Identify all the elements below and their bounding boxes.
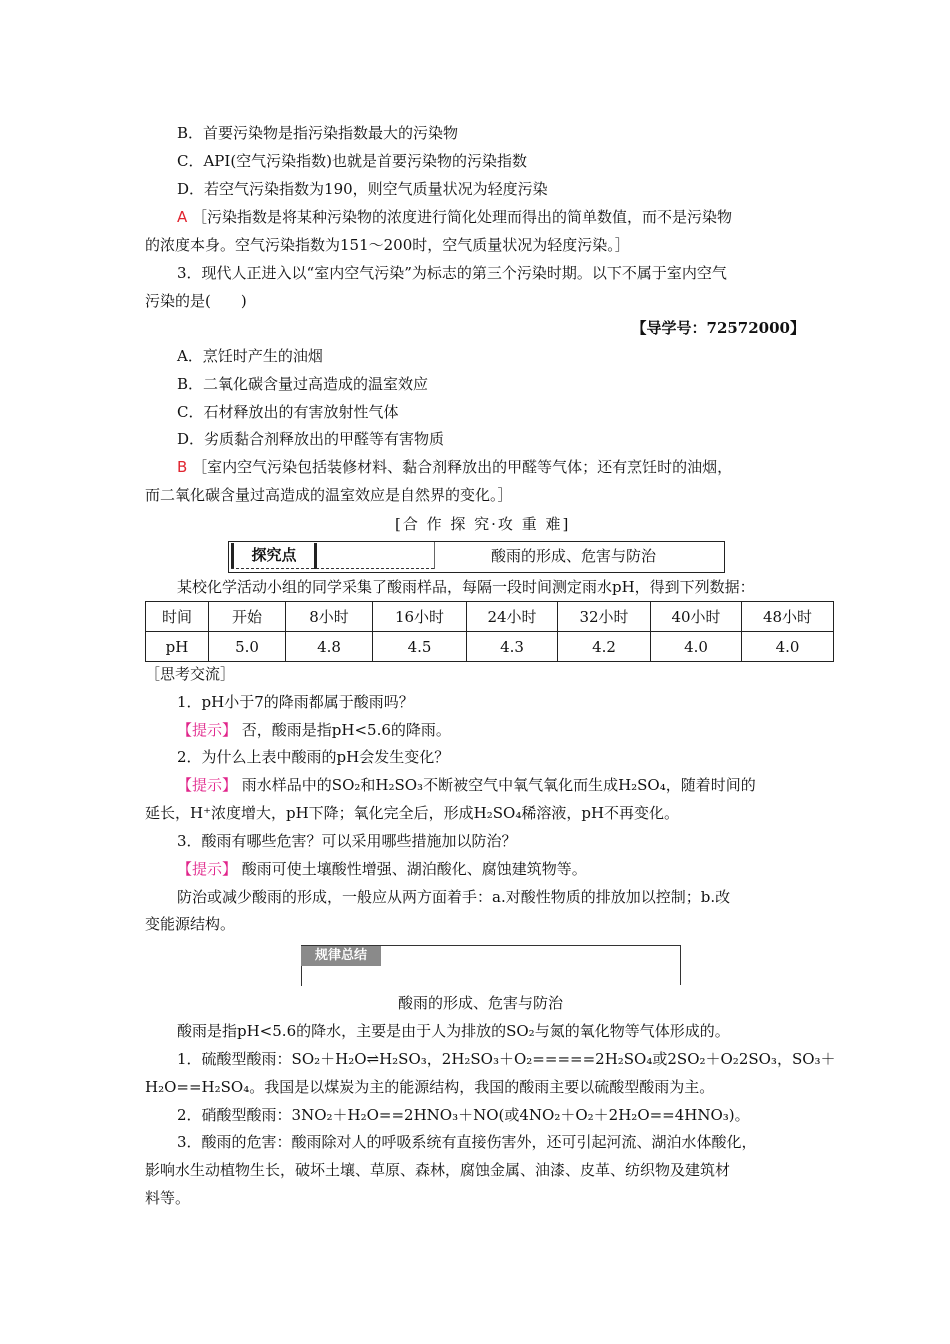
divider xyxy=(301,966,302,986)
q2-option-c: C．API(空气污染指数)也就是首要污染物的污染指数 xyxy=(177,152,528,170)
divider xyxy=(231,568,434,569)
explore-topic: 酸雨的形成、危害与防治 xyxy=(491,547,657,565)
q2-option-d: D．若空气污染指数为190，则空气质量状况为轻度污染 xyxy=(177,180,548,198)
prevent-line1: 防治或减少酸雨的形成，一般应从两方面着手：a.对酸性物质的排放加以控制；b.改 xyxy=(177,888,731,906)
hint-1 xyxy=(177,720,451,740)
answer-letter: B xyxy=(177,458,188,476)
rule-point-3-line3: 料等。 xyxy=(145,1189,191,1207)
hint-text: 酸雨可使土壤酸性增强、湖泊酸化、腐蚀建筑物等。 xyxy=(241,860,587,878)
think-label: ［思考交流］ xyxy=(145,665,236,683)
table-cell: 开始 xyxy=(209,602,286,632)
q2-answer-line2: 的浓度本身。空气污染指数为151～200时，空气质量状况为轻度污染。］ xyxy=(145,236,630,254)
rule-point-2: 2．硝酸型酸雨：3NO₂＋H₂O==2HNO₃＋NO(或4NO₂＋O₂＋2H₂O==4HNO₃)。 xyxy=(177,1106,750,1124)
table-cell: 48小时 xyxy=(742,602,834,632)
hint-label: 【提示】 xyxy=(177,860,238,878)
ph-table xyxy=(145,601,834,662)
guide-number: 【导学号：72572000】 xyxy=(631,319,805,337)
q2-option-b: B．首要污染物是指污染指数最大的污染物 xyxy=(177,124,459,142)
q3-option-d: D．劣质黏合剂释放出的甲醛等有害物质 xyxy=(177,430,445,448)
q2-answer-line1 xyxy=(177,207,732,227)
table-row xyxy=(146,602,834,632)
rule-point-3-line1: 3．酸雨的危害：酸雨除对人的呼吸系统有直接伤害外，还可引起河流、湖泊水体酸化， xyxy=(177,1133,757,1151)
rule-point-1-line1: 1．硫酸型酸雨：SO₂＋H₂O⇌H₂SO₃，2H₂SO₃＋O₂=====2H₂SO₄或2SO₂＋O₂2SO₃，SO₃＋ xyxy=(177,1050,836,1068)
q3-option-a: A．烹饪时产生的油烟 xyxy=(177,347,323,365)
divider xyxy=(434,542,435,569)
rule-point-3-line2: 影响水生动植物生长，破坏土壤、草原、森林，腐蚀金属、油漆、皮革、纺织物及建筑材 xyxy=(145,1161,731,1179)
table-cell: 4.5 xyxy=(373,632,467,662)
rule-tag: 规律总结 xyxy=(301,946,381,966)
question-2: 2．为什么上表中酸雨的pH会发生变化？ xyxy=(177,748,450,766)
table-cell: 16小时 xyxy=(373,602,467,632)
table-cell: 时间 xyxy=(146,602,209,632)
table-cell: 4.2 xyxy=(558,632,651,662)
question-3: 3．酸雨有哪些危害？可以采用哪些措施加以防治？ xyxy=(177,832,517,850)
table-row xyxy=(146,632,834,662)
table-cell: 4.3 xyxy=(467,632,558,662)
answer-letter: A xyxy=(177,208,188,226)
answer-text: ［污染指数是将某种污染物的浓度进行简化处理而得出的简单数值，而不是污染物 xyxy=(192,208,733,226)
prevent-line2: 变能源结构。 xyxy=(145,915,236,933)
q3-answer-line2: 而二氧化碳含量过高造成的温室效应是自然界的变化。］ xyxy=(145,486,513,504)
q3-option-b: B．二氧化碳含量过高造成的温室效应 xyxy=(177,375,429,393)
hint-text: 否，酸雨是指pH<5.6的降雨。 xyxy=(241,721,451,739)
rule-summary-header xyxy=(301,945,681,985)
table-cell: 4.8 xyxy=(286,632,373,662)
table-cell: 5.0 xyxy=(209,632,286,662)
table-cell: 40小时 xyxy=(651,602,742,632)
hint-label: 【提示】 xyxy=(177,776,238,794)
table-cell: 32小时 xyxy=(558,602,651,632)
hint-text: 雨水样品中的SO₂和H₂SO₃不断被空气中氧气氧化而生成H₂SO₄，随着时间的 xyxy=(241,776,756,794)
table-cell: 8小时 xyxy=(286,602,373,632)
hint-label: 【提示】 xyxy=(177,721,238,739)
table-intro: 某校化学活动小组的同学采集了酸雨样品，每隔一段时间测定雨水pH，得到下列数据： xyxy=(177,578,755,596)
hint-3 xyxy=(177,859,587,879)
rule-point-1-line2: H₂O==H₂SO₄。我国是以煤炭为主的能源结构，我国的酸雨主要以硫酸型酸雨为主。 xyxy=(145,1078,715,1096)
rule-title: 酸雨的形成、危害与防治 xyxy=(398,994,564,1012)
q3-option-c: C．石材释放出的有害放射性气体 xyxy=(177,403,399,421)
explore-header xyxy=(228,541,725,573)
answer-text: ［室内空气污染包括装修材料、黏合剂释放出的甲醛等气体；还有烹饪时的油烟， xyxy=(192,458,733,476)
table-cell: 4.0 xyxy=(651,632,742,662)
explore-tag: 探究点 xyxy=(231,543,317,569)
rule-definition: 酸雨是指pH<5.6的降水，主要是由于人为排放的SO₂与氮的氧化物等气体形成的。 xyxy=(177,1022,730,1040)
q3-stem-line2: 污染的是( ) xyxy=(145,292,247,310)
table-cell: 24小时 xyxy=(467,602,558,632)
q3-stem-line1: 3．现代人正进入以“室内空气污染”为标志的第三个污染时期。以下不属于室内空气 xyxy=(177,264,727,282)
table-cell: 4.0 xyxy=(742,632,834,662)
hint-2 xyxy=(177,775,756,795)
section-title: [合 作 探 究·攻 重 难] xyxy=(395,515,571,533)
q3-answer-line1 xyxy=(177,457,732,477)
hint-2-line2: 延长，H⁺浓度增大，pH下降；氧化完全后，形成H₂SO₄稀溶液，pH不再变化。 xyxy=(145,804,680,822)
table-cell: pH xyxy=(146,632,209,662)
question-1: 1．pH小于7的降雨都属于酸雨吗？ xyxy=(177,693,414,711)
